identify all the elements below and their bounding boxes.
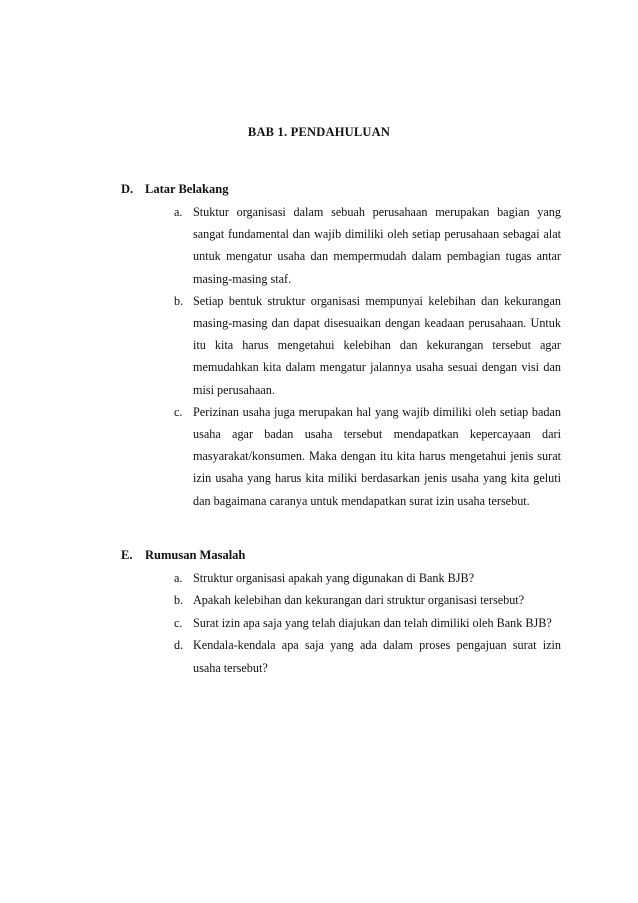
list-item [121,290,561,401]
list-item-text: Setiap bentuk struktur organisasi mempunyai kelebihan dan kekurangan masing-masing dan dapat disesuaikan dengan keadaan perusahaan. Untuk itu kita harus mengetahui kelebihan dan kekurangan tersebut agar memudahkan kita dalam mengatur jalannya usaha sesuai dengan visi dan misi perusahaan. [193,293,561,397]
section-rumusan-masalah [121,544,561,679]
list-marker: b. [174,593,184,608]
list-marker: c. [174,615,183,630]
list-marker: c. [174,404,183,419]
list-item-text: Struktur organisasi apakah yang digunakan di Bank BJB? [193,571,475,585]
section-latar-belakang [121,178,561,512]
list-item [121,634,561,679]
list-marker: a. [174,571,183,585]
list-item [121,612,561,634]
list-item [121,567,561,589]
problem-list [121,567,561,679]
list-item-text: Kendala-kendala apa saja yang ada dalam proses pengajuan surat izin usaha tersebut? [193,638,561,675]
list-item [121,201,561,290]
list-item-text: Perizinan usaha juga merupakan hal yang wajib dimiliki oleh setiap badan usaha agar badan usaha tersebut mendapatkan kepercayaan dari masyarakat/konsumen. Maka dengan itu kita harus mengetahui jenis surat izin usaha yang harus kita miliki berdasarkan jenis usaha yang kita geluti dan bagaimana caranya untuk mendapatkan surat izin usaha tersebut. [193,404,561,508]
section-heading [121,178,561,200]
section-heading [121,544,561,566]
chapter-title: BAB 1. PENDAHULUAN [247,125,391,139]
section-letter: D. [121,182,134,196]
background-list [121,201,561,512]
section-title: Latar Belakang [145,182,229,196]
list-marker: b. [174,293,184,308]
list-item-text: Stuktur organisasi dalam sebuah perusahaan merupakan bagian yang sangat fundamental dan wajib dimiliki oleh setiap perusahaan sebagai alat untuk mengatur usaha dan mempermudah dalam pembagian tugas antar masing-masing staf. [193,205,561,286]
list-marker: a. [174,205,183,219]
section-title: Rumusan Masalah [145,548,246,562]
list-item-text: Apakah kelebihan dan kekurangan dari struktur organisasi tersebut? [193,593,525,608]
list-item-text: Surat izin apa saja yang telah diajukan dan telah dimiliki oleh Bank BJB? [193,615,552,630]
list-marker: d. [174,638,184,653]
section-letter: E. [121,548,133,562]
list-item [121,589,561,611]
list-item [121,401,561,512]
